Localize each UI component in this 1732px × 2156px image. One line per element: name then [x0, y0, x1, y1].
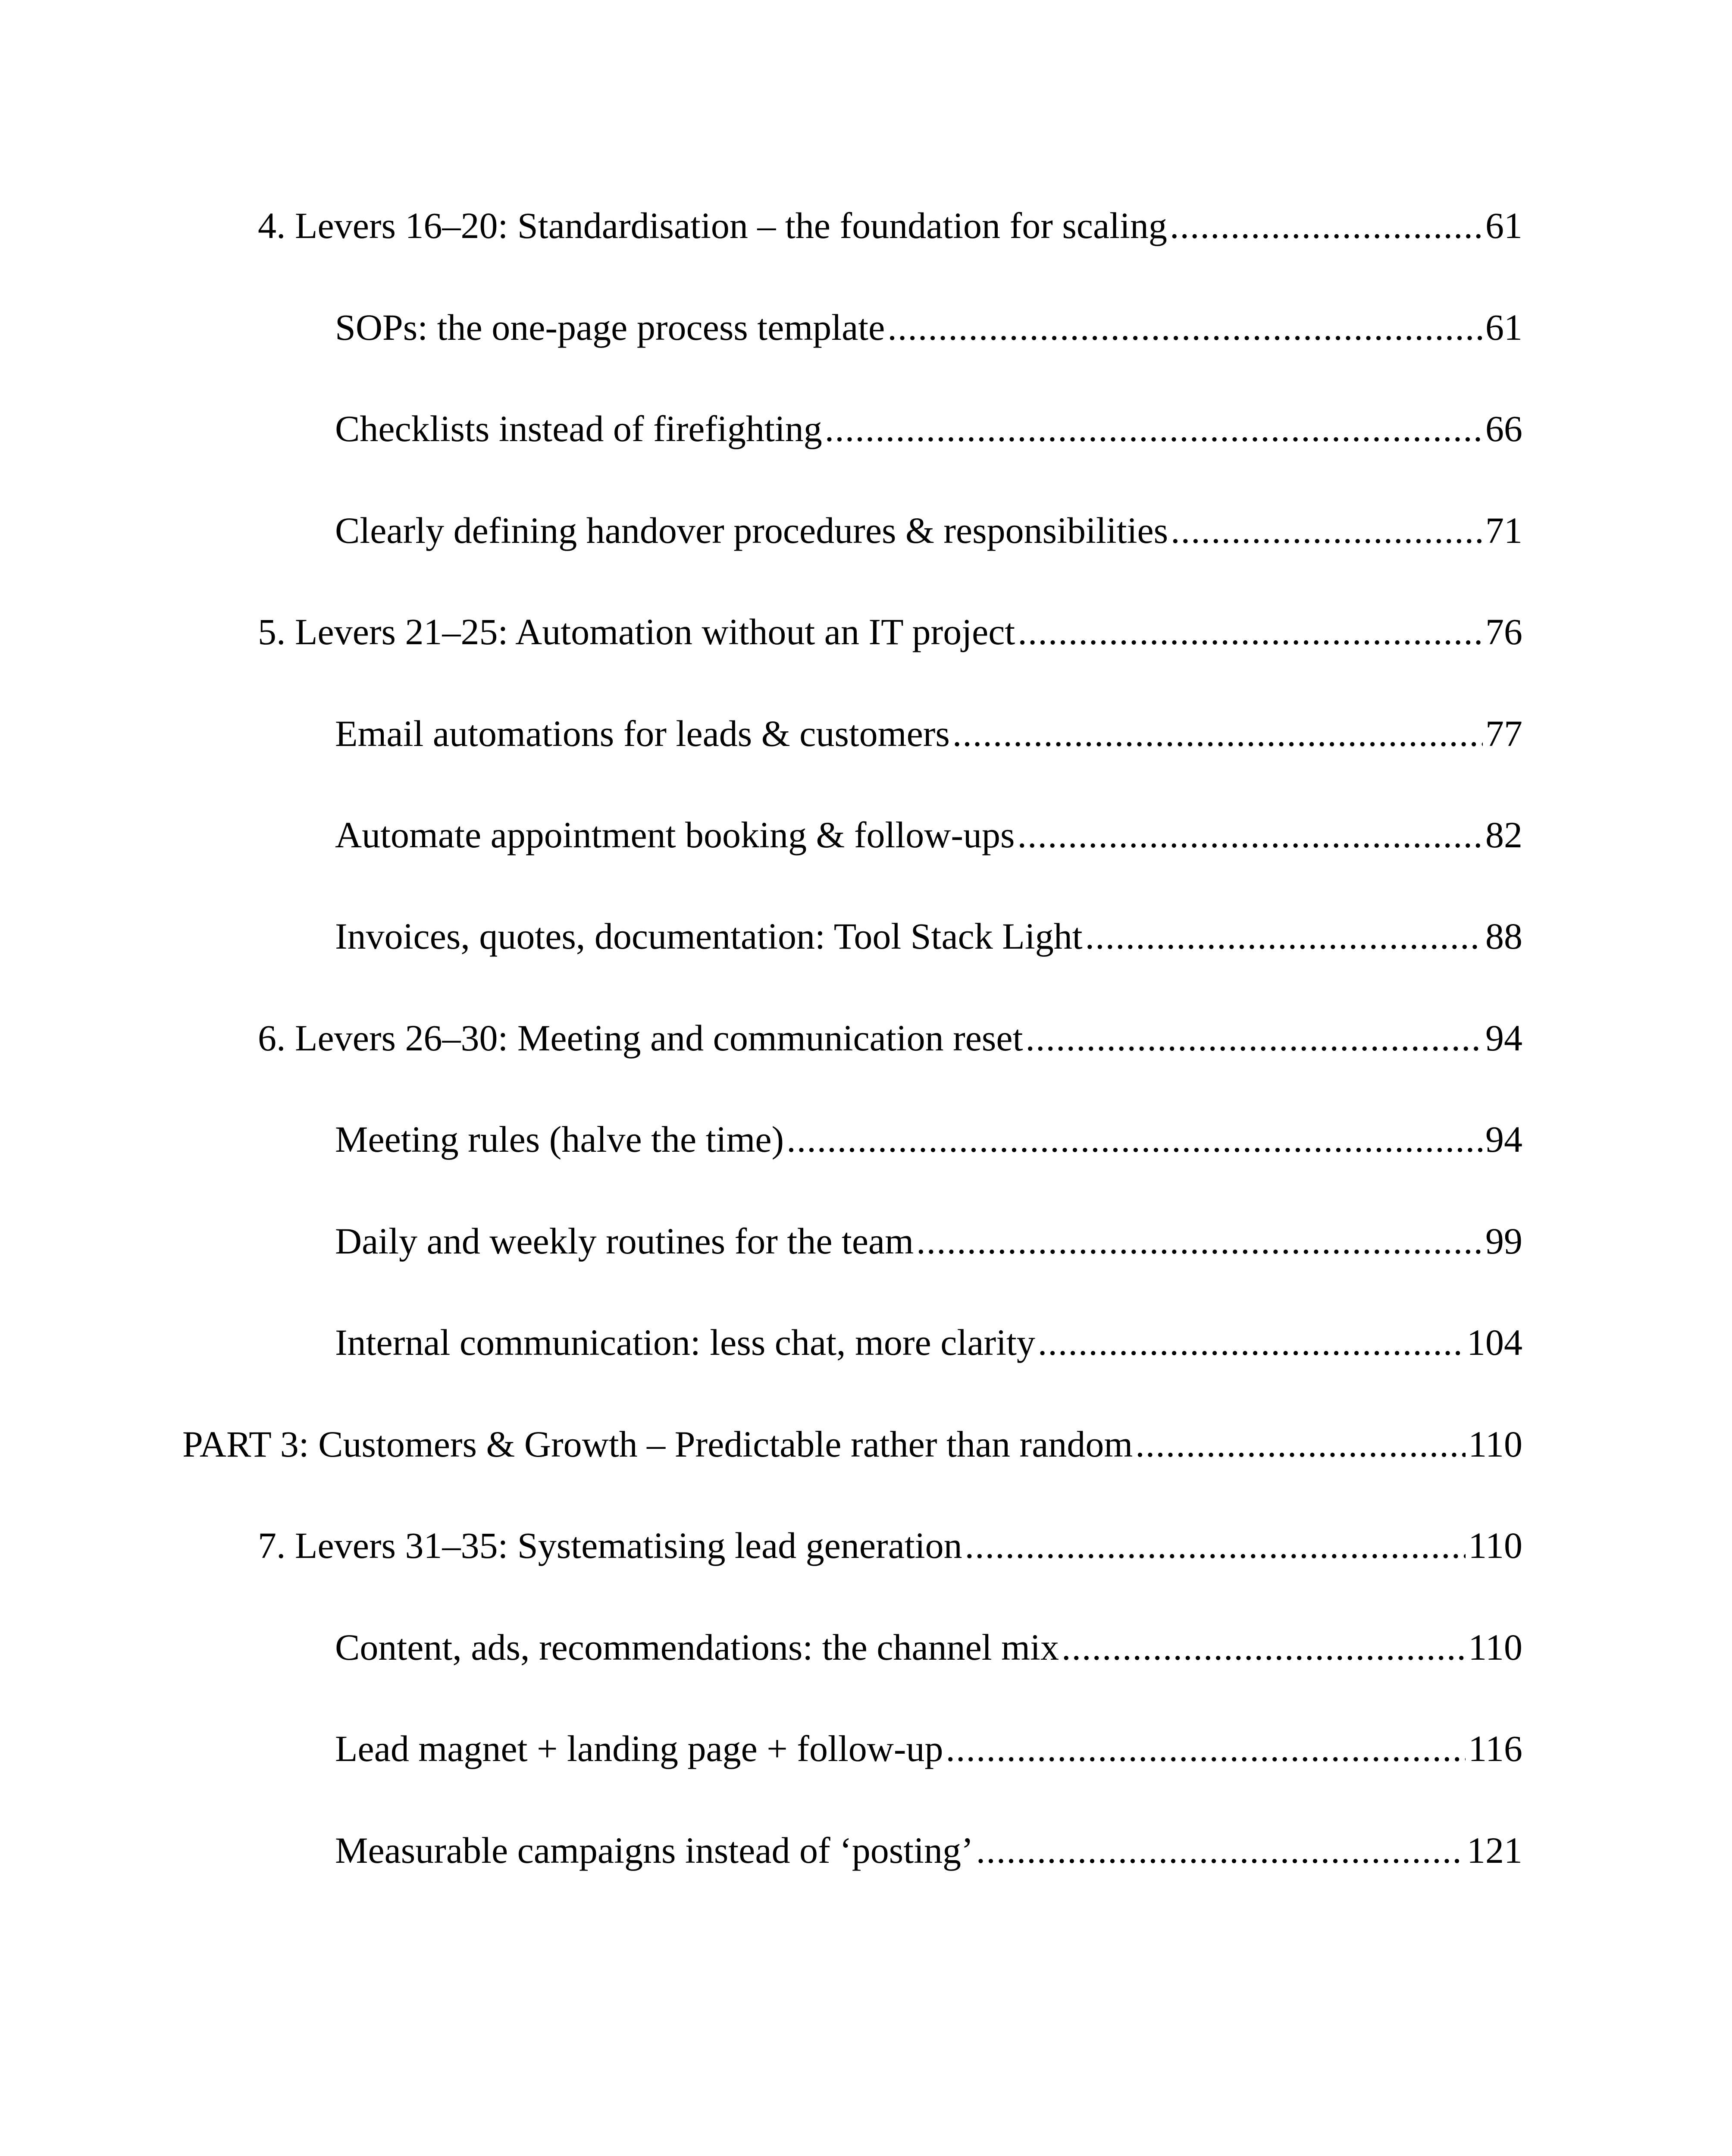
- toc-entry-page-number: 71: [1485, 510, 1522, 551]
- toc-entry-page-number: 99: [1485, 1220, 1522, 1262]
- dot-leader: [1062, 1629, 1466, 1666]
- dot-leader: [952, 715, 1483, 752]
- dot-leader: [1025, 1019, 1483, 1056]
- toc-entry-part-3[interactable]: [182, 1423, 1522, 1465]
- toc-entry-chapter-7[interactable]: [258, 1527, 1522, 1564]
- toc-entry-checklists[interactable]: [335, 410, 1522, 447]
- toc-entry-title: Automate appointment booking & follow-ups: [335, 814, 1015, 856]
- toc-entry-lead-magnet[interactable]: [335, 1730, 1522, 1767]
- toc-entry-title: Email automations for leads & customers: [335, 713, 950, 754]
- toc-entry-page-number: 82: [1485, 814, 1522, 856]
- toc-entry-page-number: 110: [1468, 1423, 1522, 1465]
- toc-entry-internal-communication[interactable]: [335, 1324, 1522, 1361]
- toc-entry-page-number: 94: [1485, 1119, 1522, 1160]
- toc-entry-page-number: 116: [1468, 1728, 1522, 1769]
- toc-entry-routines[interactable]: [335, 1222, 1522, 1260]
- dot-leader: [786, 1121, 1483, 1158]
- toc-entry-title: PART 3: Customers & Growth – Predictable rather than random: [182, 1423, 1133, 1465]
- toc-entry-sops[interactable]: [335, 309, 1522, 346]
- toc-entry-page-number: 77: [1485, 713, 1522, 754]
- dot-leader: [916, 1222, 1483, 1260]
- dot-leader: [1135, 1426, 1466, 1463]
- toc-entry-title: 4. Levers 16–20: Standardisation – the foundation for scaling: [258, 205, 1167, 246]
- toc-entry-handover[interactable]: [335, 512, 1522, 549]
- toc-entry-title: Lead magnet + landing page + follow-up: [335, 1728, 943, 1769]
- dot-leader: [1038, 1324, 1464, 1361]
- toc-entry-page-number: 88: [1485, 915, 1522, 957]
- toc-entry-title: Measurable campaigns instead of ‘posting’: [335, 1830, 974, 1871]
- dot-leader: [1170, 207, 1483, 244]
- dot-leader: [946, 1730, 1466, 1767]
- dot-leader: [887, 309, 1483, 346]
- toc-entry-title: 6. Levers 26–30: Meeting and communication reset: [258, 1017, 1023, 1059]
- dot-leader: [825, 410, 1483, 447]
- toc-entry-title: SOPs: the one-page process template: [335, 307, 885, 348]
- toc-entry-channel-mix[interactable]: [335, 1626, 1522, 1668]
- toc-entry-chapter-6[interactable]: [258, 1017, 1522, 1059]
- toc-entry-page-number: 61: [1485, 205, 1522, 246]
- toc-entry-chapter-4[interactable]: [258, 207, 1522, 244]
- toc-entry-title: Invoices, quotes, documentation: Tool Stack Light: [335, 915, 1083, 957]
- dot-leader: [1018, 613, 1483, 650]
- dot-leader: [1017, 816, 1483, 853]
- toc-entry-title: 7. Levers 31–35: Systematising lead generation: [258, 1525, 962, 1566]
- toc-entry-tool-stack[interactable]: [335, 915, 1522, 957]
- toc-entry-page-number: 110: [1468, 1626, 1522, 1668]
- toc-entry-page-number: 66: [1485, 408, 1522, 449]
- toc-entry-page-number: 94: [1485, 1017, 1522, 1059]
- dot-leader: [965, 1527, 1466, 1564]
- dot-leader: [976, 1832, 1464, 1869]
- toc-entry-measurable-campaigns[interactable]: [335, 1832, 1522, 1869]
- toc-entry-email-automations[interactable]: [335, 715, 1522, 752]
- toc-entry-title: Content, ads, recommendations: the channel mix: [335, 1626, 1059, 1668]
- toc-entry-page-number: 121: [1467, 1830, 1522, 1871]
- toc-entry-page-number: 104: [1467, 1322, 1522, 1363]
- toc-entry-appointment-booking[interactable]: [335, 814, 1522, 856]
- toc-entry-page-number: 76: [1485, 611, 1522, 652]
- toc-entry-title: 5. Levers 21–25: Automation without an IT project: [258, 611, 1015, 652]
- toc-entry-title: Checklists instead of firefighting: [335, 408, 822, 449]
- toc-entry-title: Clearly defining handover procedures & responsibilities: [335, 510, 1168, 551]
- toc-entry-title: Daily and weekly routines for the team: [335, 1220, 914, 1262]
- toc-entry-page-number: 61: [1485, 307, 1522, 348]
- toc-entry-title: Internal communication: less chat, more clarity: [335, 1322, 1035, 1363]
- dot-leader: [1085, 918, 1483, 955]
- toc-entry-meeting-rules[interactable]: [335, 1121, 1522, 1158]
- toc-entry-title: Meeting rules (halve the time): [335, 1119, 784, 1160]
- dot-leader: [1171, 512, 1483, 549]
- toc-entry-page-number: 110: [1468, 1525, 1522, 1566]
- toc-entry-chapter-5[interactable]: [258, 613, 1522, 650]
